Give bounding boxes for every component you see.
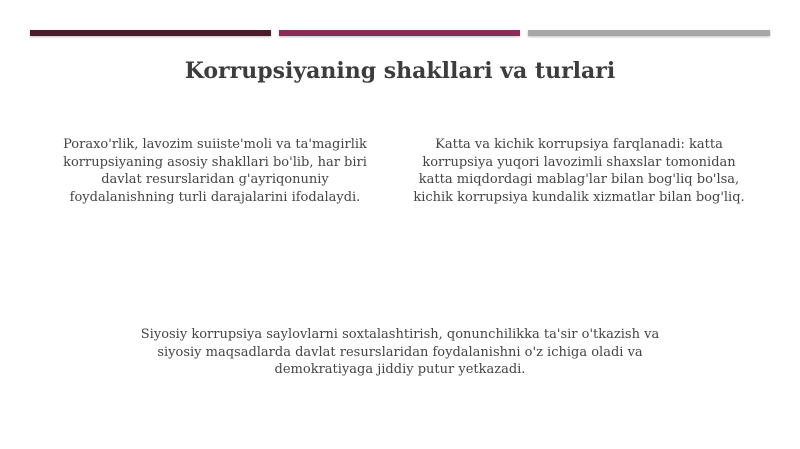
paragraph-political-corruption: Siyosiy korrupsiya saylovlarni soxtalashtirish, qonunchilikka ta'sir o'tkazish va siyosiy maqsadlarda davlat resurslaridan foydalanishni o'z ichiga oladi va demokratiyaga jiddiy putur yetkazadi.: [140, 327, 660, 377]
accent-bar-dark-maroon: [30, 30, 271, 36]
accent-bar-gray: [528, 30, 770, 36]
paragraph-grand-vs-petty-corruption: Katta va kichik korrupsiya farqlanadi: katta korrupsiya yuqori lavozimli shaxslar tomonidan katta miqdordagi mablag'lar bilan bog'liq bo'lsa, kichik korrupsiya kundalik xizmatlar bilan bog'liq.: [413, 137, 745, 205]
paragraph-forms-of-corruption: Poraxo'rlik, lavozim suiiste'moli va ta'magirlik korrupsiyaning asosiy shakllari bo'lib, har biri davlat resurslaridan g'ayriqonuniy foydalanishning turli darajalarini ifodalaydi.: [63, 137, 367, 205]
slide-title: Korrupsiyaning shakllari va turlari: [184, 58, 616, 84]
accent-bar-magenta: [279, 30, 520, 36]
